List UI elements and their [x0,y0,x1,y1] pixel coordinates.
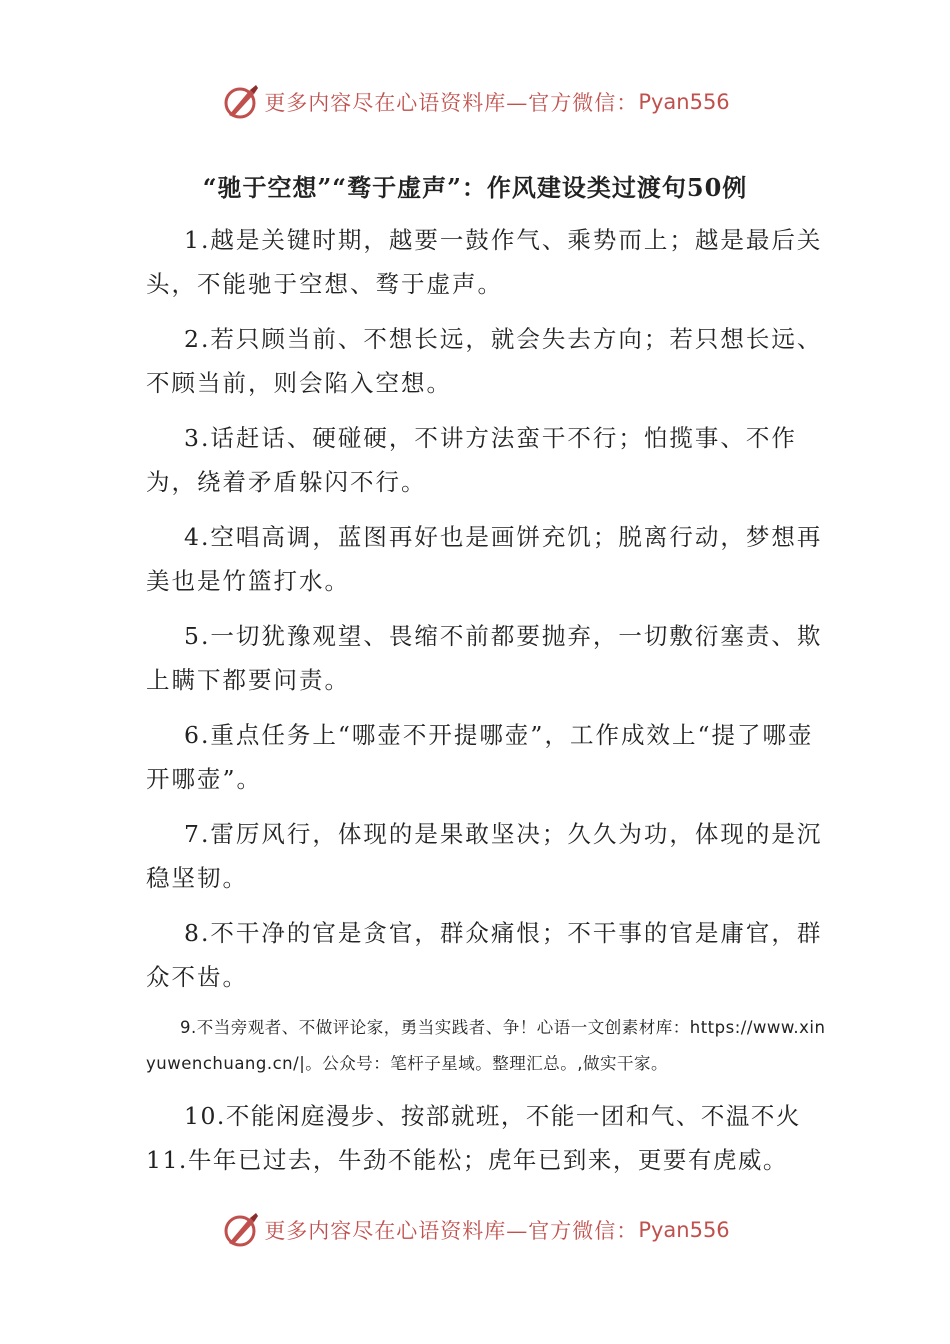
document-title: “驰于空想”“骛于虚声”：作风建设类过渡句50例 [202,173,748,202]
list-item: 7.雷厉风行，体现的是果敢坚决；久久为功，体现的是沉稳坚韧。 [146,820,823,892]
pen-nib-circle-icon [220,1210,260,1250]
list-item: 6.重点任务上“哪壶不开提哪壶”，工作成效上“提了哪壶开哪壶”。 [146,721,814,793]
banner-wechat-id: Pyan556 [638,1218,730,1242]
list-item: 2.若只顾当前、不想长远，就会失去方向；若只想长远、不顾当前，则会陷入空想。 [146,325,823,397]
list-item: 10.不能闲庭漫步、按部就班，不能一团和气、不温不火 [184,1102,801,1130]
list-item: 11.牛年已过去，牛劲不能松；虎年已到来，更要有虎威。 [146,1146,788,1174]
list-item: 8.不干净的官是贪官，群众痛恨；不干事的官是庸官，群众不齿。 [146,919,823,991]
list-item: 3.话赶话、硬碰硬，不讲方法蛮干不行；怕揽事、不作为，绕着矛盾躲闪不行。 [146,424,797,496]
list-item: 5.一切犹豫观望、畏缩不前都要抛弃，一切敷衍塞责、欺上瞒下都要问责。 [146,622,823,694]
banner-text: 更多内容尽在心语资料库—官方微信： [264,91,639,115]
list-item: 1.越是关键时期，越要一鼓作气、乘势而上；越是最后关头，不能驰于空想、骛于虚声。 [146,226,823,298]
footer-banner [0,1208,950,1252]
banner-wechat-id: Pyan556 [638,90,730,114]
list-item: 4.空唱高调，蓝图再好也是画饼充饥；脱离行动，梦想再美也是竹篮打水。 [146,523,823,595]
document-body [146,218,826,1182]
pen-nib-circle-icon [220,82,260,122]
list-item-watermark: 9.不当旁观者、不做评论家，勇当实践者、争！心语一文创素材库：https://www.xinyuwenchuang.cn/|。公众号：笔杆子星域。整理汇总。,做实干家。 [146,1018,826,1073]
header-banner [0,80,950,124]
banner-text: 更多内容尽在心语资料库—官方微信： [264,1219,639,1243]
